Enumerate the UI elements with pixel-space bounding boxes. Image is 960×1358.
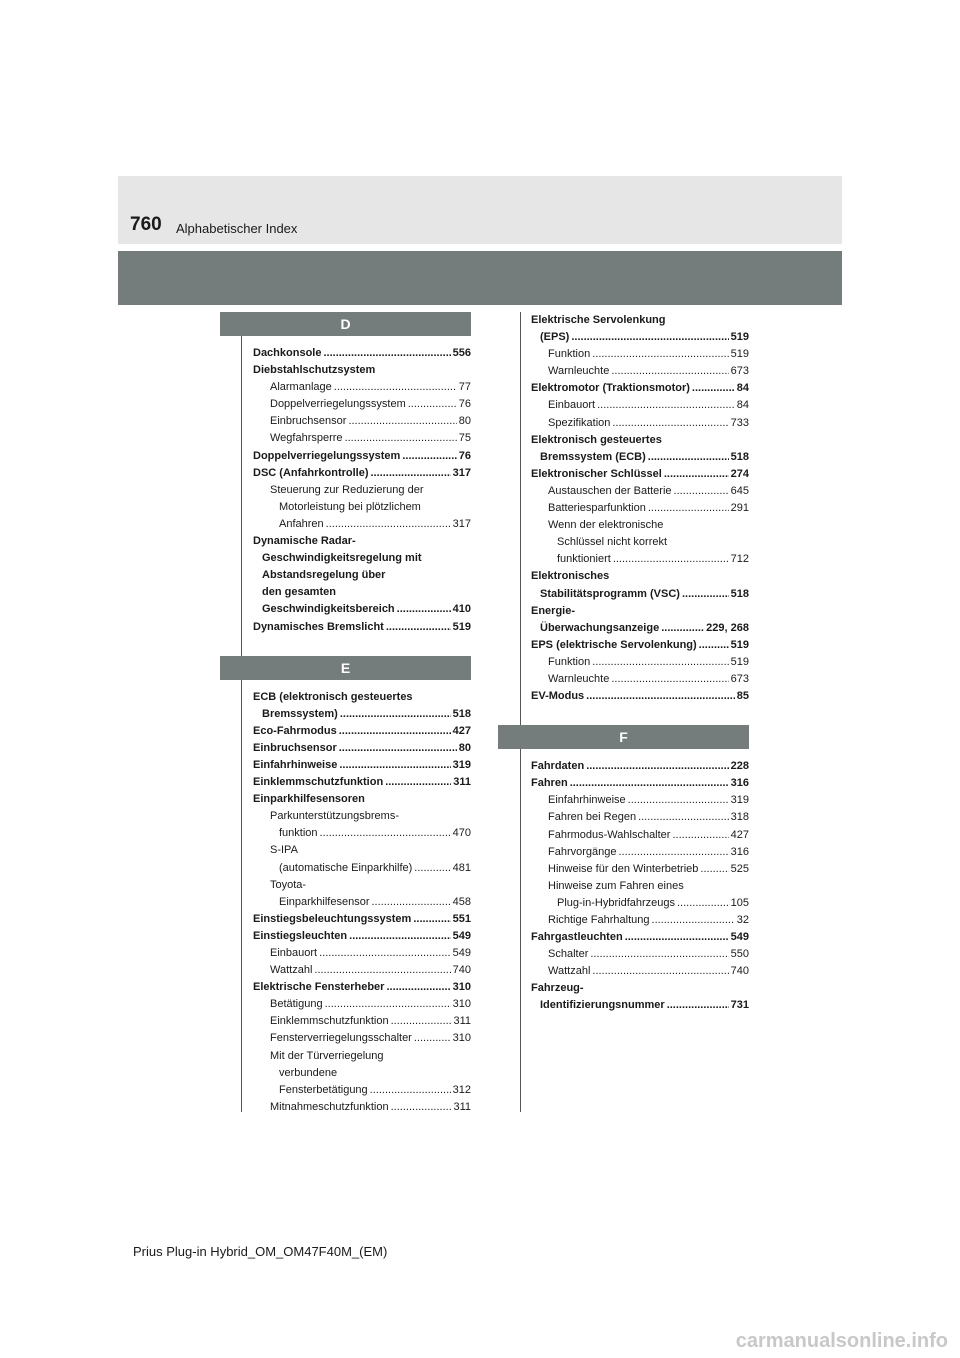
index-subentry[interactable]: Mitnahmeschutzfunktion ..... 311	[253, 1099, 471, 1116]
index-entry-line: den gesamten	[262, 586, 336, 599]
index-subentry[interactable]: Einbauort ..... 549	[253, 945, 471, 962]
index-entry[interactable]: Elektrische Fensterheber ..... 310	[253, 979, 471, 996]
index-entry[interactable]: Geschwindigkeitsbereich ..... 410	[253, 601, 471, 618]
index-subentry-line: Steuerung zur Reduzierung der	[270, 483, 424, 496]
column-rule-left	[241, 312, 242, 1112]
index-entry[interactable]: (EPS) ..... 519	[531, 329, 749, 346]
index-entry[interactable]: Einfahrhinweise ..... 319	[253, 757, 471, 774]
index-entry-line: Elektrische Servolenkung	[531, 314, 666, 326]
index-subentry[interactable]: Funktion ..... 519	[531, 346, 749, 363]
index-subentry[interactable]: Einbruchsensor ..... 80	[253, 413, 471, 430]
index-entry-line: ECB (elektronisch gesteuertes	[253, 690, 413, 703]
index-subentry[interactable]: Fahren bei Regen ..... 318	[531, 809, 749, 826]
index-entry[interactable]: EPS (elektrische Servolenkung) ..... 519	[531, 637, 749, 654]
index-subentry-line: Parkunterstützungsbrems-	[270, 810, 399, 823]
watermark: carmanualsonline.info	[735, 1330, 948, 1352]
index-subentry-line: Motorleistung bei plötzlichem	[279, 500, 421, 513]
index-entry[interactable]: Einstiegsbeleuchtungssystem ..... 551	[253, 911, 471, 928]
index-subentry[interactable]: Hinweise für den Winterbetrieb ..... 525	[531, 861, 749, 878]
index-subentry[interactable]: (automatische Einparkhilfe) ..... 481	[253, 860, 471, 877]
index-subentry[interactable]: funktioniert ..... 712	[531, 551, 749, 568]
index-entry-line: Abstandsregelung über	[262, 569, 386, 582]
index-subentry[interactable]: Einparkhilfesensor ..... 458	[253, 894, 471, 911]
index-subentry-line: Wenn der elektronische	[548, 519, 664, 532]
index-subentry[interactable]: Betätigung ..... 310	[253, 996, 471, 1013]
index-subentry[interactable]: Einbauort ..... 84	[531, 397, 749, 414]
index-entry[interactable]: Einklemmschutzfunktion ..... 311	[253, 774, 471, 791]
index-subentry[interactable]: Warnleuchte ..... 673	[531, 363, 749, 380]
index-subentry[interactable]: Funktion ..... 519	[531, 654, 749, 671]
index-entry-line: Elektronisches	[531, 570, 610, 583]
index-subentry[interactable]: Spezifikation ..... 733	[531, 415, 749, 432]
column-rule-right	[520, 312, 521, 1112]
index-subentry-line: verbundene	[279, 1066, 338, 1079]
index-subentry[interactable]: Plug-in-Hybridfahrzeugs ..... 105	[531, 895, 749, 912]
index-entry-heading: Diebstahlschutzsystem	[253, 364, 376, 377]
index-subentry[interactable]: Fensterverriegelungsschalter ..... 310	[253, 1030, 471, 1047]
index-column-right	[531, 312, 749, 1015]
index-entry[interactable]: Bremssystem (ECB) ..... 518	[531, 449, 749, 466]
index-entry[interactable]: Einstiegsleuchten ..... 549	[253, 928, 471, 945]
index-entry[interactable]: Stabilitätsprogramm (VSC) ..... 518	[531, 586, 749, 603]
index-entry[interactable]: Fahren ..... 316	[531, 775, 749, 792]
section-title: Alphabetischer Index	[176, 221, 298, 236]
index-subentry[interactable]: Wattzahl ..... 740	[531, 963, 749, 980]
letter-heading-e: E	[220, 656, 471, 680]
letter-heading-d: D	[220, 312, 471, 336]
index-subentry[interactable]: Wegfahrsperre ..... 75	[253, 430, 471, 447]
index-subentry[interactable]: Einfahrhinweise ..... 319	[531, 792, 749, 809]
index-subentry[interactable]: Alarmanlage ..... 77	[253, 379, 471, 396]
index-entry[interactable]: Überwachungsanzeige ..... 229, 268	[531, 620, 749, 637]
index-subentry[interactable]: Richtige Fahrhaltung ..... 32	[531, 912, 749, 929]
index-subentry[interactable]: Fahrmodus-Wahlschalter ..... 427	[531, 827, 749, 844]
header-divider-band	[118, 251, 842, 305]
page-number: 760	[130, 214, 162, 235]
index-entry[interactable]: Bremssystem) ..... 518	[253, 706, 471, 723]
index-entry[interactable]: Einbruchsensor ..... 80	[253, 740, 471, 757]
index-subentry[interactable]: Batteriesparfunktion ..... 291	[531, 500, 749, 517]
index-entry[interactable]: Identifizierungsnummer ..... 731	[531, 997, 749, 1014]
index-subentry[interactable]: Schalter ..... 550	[531, 946, 749, 963]
index-subentry-line: Toyota-	[270, 878, 307, 891]
index-subentry[interactable]: Wattzahl ..... 740	[253, 962, 471, 979]
index-column-left	[253, 312, 471, 1116]
index-entry-line: Elektronisch gesteuertes	[531, 433, 662, 446]
index-entry-heading: Einparkhilfesensoren	[253, 793, 365, 806]
index-entry[interactable]: Elektromotor (Traktionsmotor) ..... 84	[531, 380, 749, 397]
index-entry[interactable]: Dynamisches Bremslicht ..... 519	[253, 619, 471, 636]
index-subentry[interactable]: Warnleuchte ..... 673	[531, 671, 749, 688]
index-subentry[interactable]: Anfahren ..... 317	[253, 516, 471, 533]
index-subentry-line: Hinweise zum Fahren eines	[548, 879, 684, 892]
index-subentry[interactable]: Fensterbetätigung ..... 312	[253, 1082, 471, 1099]
index-entry[interactable]: Eco-Fahrmodus ..... 427	[253, 723, 471, 740]
index-subentry-line: S-IPA	[270, 844, 298, 857]
index-subentry[interactable]: funktion ..... 470	[253, 825, 471, 842]
index-entry[interactable]: Fahrgastleuchten ..... 549	[531, 929, 749, 946]
index-entry[interactable]: EV-Modus ..... 85	[531, 688, 749, 705]
index-subentry-line: Schlüssel nicht korrekt	[557, 536, 668, 549]
index-entry-line: Fahrzeug-	[531, 982, 584, 995]
index-entry-line: Energie-	[531, 604, 576, 617]
index-subentry[interactable]: Einklemmschutzfunktion ..... 311	[253, 1013, 471, 1030]
index-entry[interactable]: Elektronischer Schlüssel ..... 274	[531, 466, 749, 483]
index-subentry[interactable]: Austauschen der Batterie ..... 645	[531, 483, 749, 500]
index-subentry[interactable]: Doppelverriegelungssystem ..... 76	[253, 396, 471, 413]
index-entry[interactable]: Doppelverriegelungssystem ..... 76	[253, 448, 471, 465]
index-entry[interactable]: DSC (Anfahrkontrolle) ..... 317	[253, 465, 471, 482]
index-subentry[interactable]: Fahrvorgänge ..... 316	[531, 844, 749, 861]
manual-id-footer: Prius Plug-in Hybrid_OM_OM47F40M_(EM)	[133, 1244, 388, 1259]
letter-heading-f: F	[498, 725, 749, 749]
index-entry-line: Geschwindigkeitsregelung mit	[262, 552, 422, 565]
index-entry[interactable]: Fahrdaten ..... 228	[531, 758, 749, 775]
index-entry[interactable]: Dachkonsole ..... 556	[253, 345, 471, 362]
index-entry-line: Dynamische Radar-	[253, 535, 356, 548]
index-subentry-line: Mit der Türverriegelung	[270, 1049, 384, 1062]
